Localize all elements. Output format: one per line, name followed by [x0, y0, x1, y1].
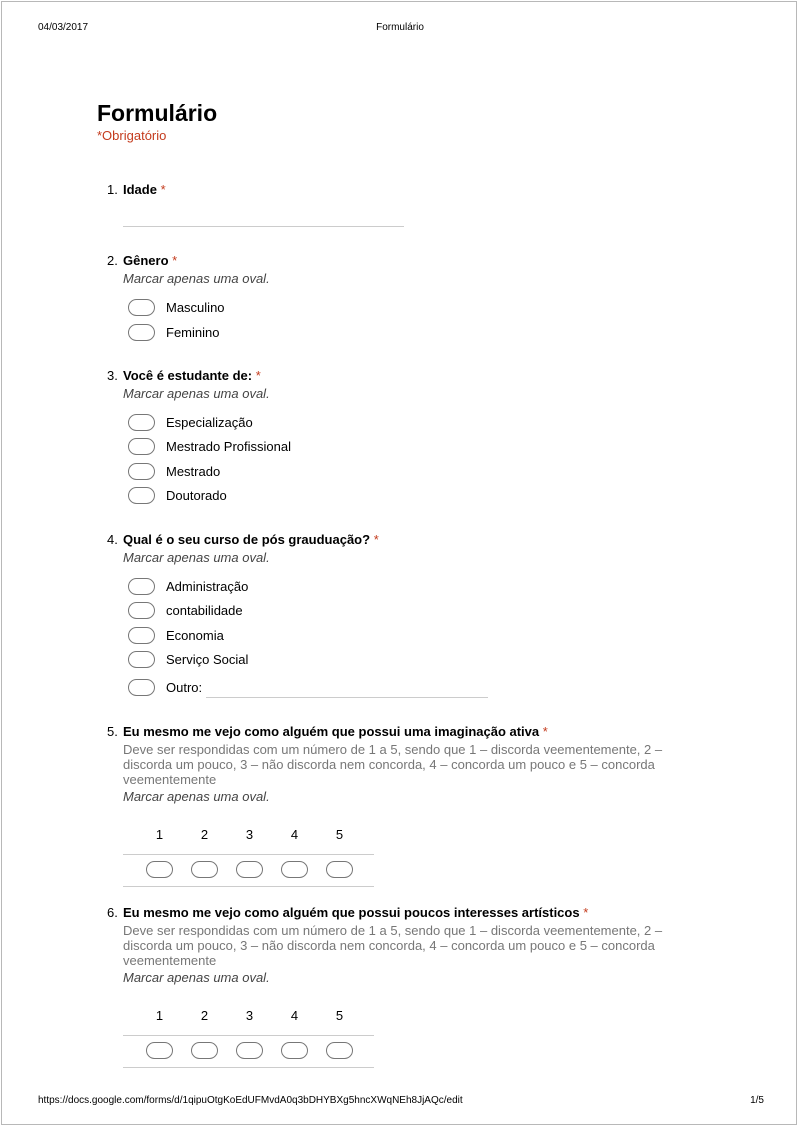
radio-oval[interactable] — [128, 324, 155, 341]
divider — [123, 1035, 374, 1036]
radio-oval[interactable] — [128, 299, 155, 316]
scale-label: 2 — [200, 1008, 209, 1023]
question-title — [107, 532, 667, 548]
question-title — [107, 724, 667, 740]
radio-oval[interactable] — [128, 602, 155, 619]
option-label: Especialização — [166, 415, 253, 430]
option-label: Feminino — [166, 325, 220, 340]
scale-oval-5[interactable] — [326, 1042, 353, 1059]
scale-label: 4 — [290, 1008, 299, 1023]
option-label: Outro: — [166, 680, 203, 695]
radio-oval[interactable] — [128, 651, 155, 668]
radio-oval[interactable] — [128, 438, 155, 455]
required-star: * — [542, 724, 548, 739]
question-idade — [107, 182, 667, 198]
scale-label: 5 — [335, 1008, 344, 1023]
question-hint: Marcar apenas uma oval. — [123, 970, 270, 985]
required-star: * — [583, 905, 589, 920]
question-curso — [107, 532, 667, 566]
question-title — [107, 905, 667, 921]
question-label: Gênero — [123, 253, 169, 268]
scale-label: 1 — [155, 1008, 164, 1023]
page-number: 1/5 — [750, 1095, 764, 1106]
question-estudante — [107, 368, 667, 402]
question-number: 5. — [107, 724, 118, 739]
required-star: * — [160, 182, 166, 197]
option-label: Serviço Social — [166, 652, 249, 667]
scale-oval-1[interactable] — [146, 1042, 173, 1059]
question-title — [107, 368, 667, 384]
scale-interesses — [123, 1008, 374, 1068]
scale-label: 3 — [245, 1008, 254, 1023]
question-label: Você é estudante de: — [123, 368, 253, 383]
option-label: Administração — [166, 579, 249, 594]
radio-oval[interactable] — [128, 679, 155, 696]
idade-text-input[interactable] — [123, 226, 404, 227]
required-note: *Obrigatório — [97, 128, 167, 143]
radio-oval[interactable] — [128, 463, 155, 480]
radio-oval[interactable] — [128, 578, 155, 595]
scale-label: 2 — [200, 827, 209, 842]
scale-oval-2[interactable] — [191, 1042, 218, 1059]
question-genero — [107, 253, 667, 287]
scale-oval-1[interactable] — [146, 861, 173, 878]
outro-text-input[interactable] — [206, 697, 488, 698]
required-star: * — [255, 368, 261, 383]
option-label: Doutorado — [166, 488, 227, 503]
scale-label: 5 — [335, 827, 344, 842]
scale-label: 4 — [290, 827, 299, 842]
print-date: 04/03/2017 — [38, 22, 89, 33]
option-label: Mestrado — [166, 464, 221, 479]
question-help-text: Deve ser respondidas com um número de 1 a 5, sendo que 1 – discorda veementemente, 2 – discorda um pouco, 3 – não discorda nem concorda, 4 – concorda um pouco e 5 – concorda veementemente — [123, 923, 663, 968]
divider — [123, 886, 374, 887]
scale-label: 1 — [155, 827, 164, 842]
option-label: Economia — [166, 628, 224, 643]
radio-oval[interactable] — [128, 627, 155, 644]
required-star: * — [373, 532, 379, 547]
option-label: Masculino — [166, 300, 225, 315]
print-url: https://docs.google.com/forms/d/1qipuOtgKoEdUFMvdA0q3bDHYBXg5hncXWqNEh8JjAQc/edit — [38, 1095, 463, 1106]
scale-oval-5[interactable] — [326, 861, 353, 878]
question-help-text: Deve ser respondidas com um número de 1 a 5, sendo que 1 – discorda veementemente, 2 – discorda um pouco, 3 – não discorda nem concorda, 4 – concorda um pouco e 5 – concorda veementemente — [123, 742, 663, 787]
radio-oval[interactable] — [128, 487, 155, 504]
scale-imaginacao — [123, 827, 374, 887]
scale-oval-3[interactable] — [236, 1042, 263, 1059]
question-number: 6. — [107, 905, 118, 920]
question-imaginacao — [107, 724, 667, 805]
radio-oval[interactable] — [128, 414, 155, 431]
divider — [123, 1067, 374, 1068]
scale-oval-3[interactable] — [236, 861, 263, 878]
scale-oval-4[interactable] — [281, 861, 308, 878]
divider — [123, 854, 374, 855]
question-title — [107, 253, 667, 269]
option-label: contabilidade — [166, 603, 243, 618]
question-label: Eu mesmo me vejo como alguém que possui uma imaginação ativa — [123, 724, 540, 739]
question-label: Idade — [123, 182, 157, 197]
question-interesses-artisticos — [107, 905, 667, 986]
scale-oval-4[interactable] — [281, 1042, 308, 1059]
question-hint: Marcar apenas uma oval. — [123, 271, 270, 286]
form-title: Formulário — [97, 100, 218, 126]
scale-label: 3 — [245, 827, 254, 842]
question-title — [107, 182, 667, 198]
question-hint: Marcar apenas uma oval. — [123, 550, 270, 565]
question-hint: Marcar apenas uma oval. — [123, 789, 270, 804]
question-number: 4. — [107, 532, 118, 547]
required-star: * — [172, 253, 178, 268]
question-number: 1. — [107, 182, 118, 197]
question-hint: Marcar apenas uma oval. — [123, 386, 270, 401]
print-title: Formulário — [376, 22, 424, 33]
question-number: 3. — [107, 368, 118, 383]
question-label: Eu mesmo me vejo como alguém que possui poucos interesses artísticos — [123, 905, 580, 920]
question-label: Qual é o seu curso de pós grauduação? — [123, 532, 371, 547]
option-label: Mestrado Profissional — [166, 439, 291, 454]
scale-oval-2[interactable] — [191, 861, 218, 878]
question-number: 2. — [107, 253, 118, 268]
